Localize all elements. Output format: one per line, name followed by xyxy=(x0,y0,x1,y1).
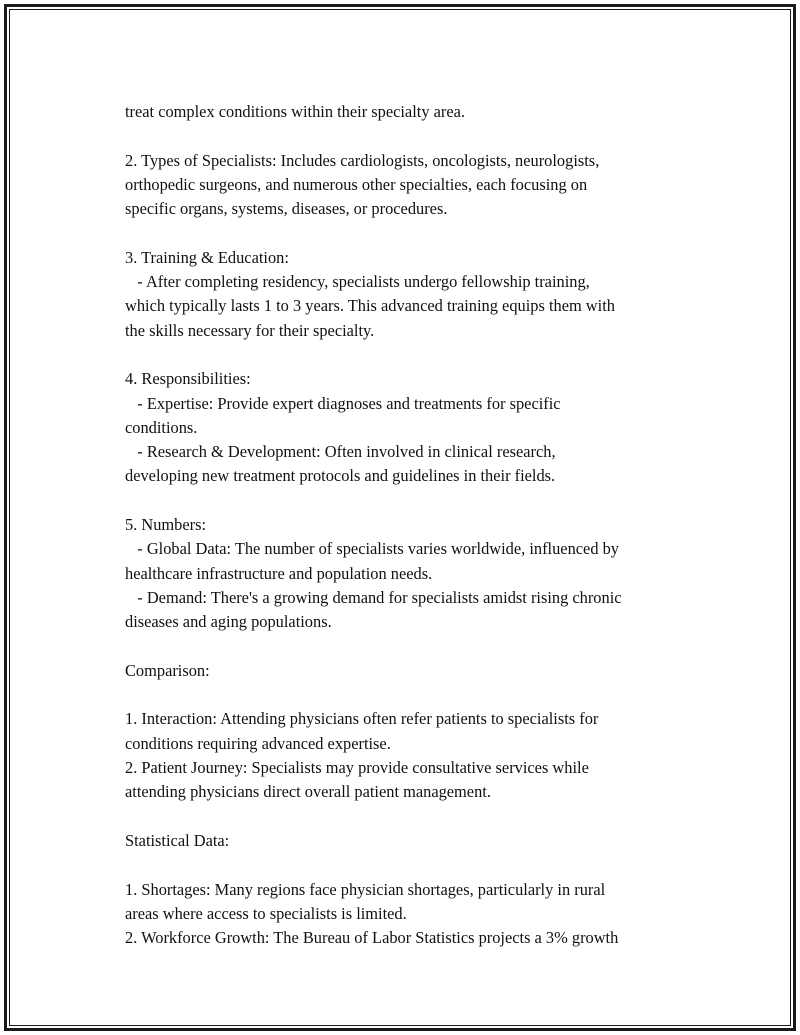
text-line xyxy=(125,683,695,707)
document-body xyxy=(125,100,695,950)
text-line: - After completing residency, specialists undergo fellowship training, xyxy=(125,272,590,292)
text-line: specific organs, systems, diseases, or procedures. xyxy=(125,199,448,219)
text-line: 3. Training & Education: xyxy=(125,247,289,267)
text-line: the skills necessary for their specialty. xyxy=(125,320,375,340)
text-line xyxy=(125,489,695,513)
text-line xyxy=(125,221,695,245)
text-line xyxy=(125,124,695,148)
text-line: orthopedic surgeons, and numerous other specialties, each focusing on xyxy=(125,174,588,194)
text-line: treat complex conditions within their specialty area. xyxy=(125,102,465,121)
text-line: - Demand: There's a growing demand for specialists amidst rising chronic xyxy=(125,587,622,607)
text-line xyxy=(125,805,695,829)
text-line xyxy=(125,343,695,367)
text-line: healthcare infrastructure and population needs. xyxy=(125,563,433,583)
text-line xyxy=(125,635,695,659)
page-frame xyxy=(4,4,796,1031)
text-line: areas where access to specialists is limited. xyxy=(125,903,407,923)
text-line: 2. Patient Journey: Specialists may provide consultative services while xyxy=(125,758,589,778)
text-line: which typically lasts 1 to 3 years. This advanced training equips them with xyxy=(125,296,615,316)
text-line: Comparison: xyxy=(125,660,210,680)
text-line: 2. Types of Specialists: Includes cardiologists, oncologists, neurologists, xyxy=(125,150,600,170)
text-line: 5. Numbers: xyxy=(125,515,207,535)
text-line: developing new treatment protocols and guidelines in their fields. xyxy=(125,466,556,486)
text-line: attending physicians direct overall patient management. xyxy=(125,782,491,802)
text-line: - Global Data: The number of specialists varies worldwide, influenced by xyxy=(125,539,620,559)
text-line: - Expertise: Provide expert diagnoses and treatments for specific xyxy=(125,393,561,413)
text-line: 1. Shortages: Many regions face physician shortages, particularly in rural xyxy=(125,879,606,899)
text-line: diseases and aging populations. xyxy=(125,612,332,632)
text-line: conditions requiring advanced expertise. xyxy=(125,733,391,753)
text-line: Statistical Data: xyxy=(125,830,230,850)
text-line: conditions. xyxy=(125,417,198,437)
text-line xyxy=(125,853,695,877)
text-line: 2. Workforce Growth: The Bureau of Labor Statistics projects a 3% growth xyxy=(125,928,619,948)
text-line: - Research & Development: Often involved in clinical research, xyxy=(125,442,556,462)
text-line: 4. Responsibilities: xyxy=(125,369,251,389)
text-line: 1. Interaction: Attending physicians often refer patients to specialists for xyxy=(125,709,599,729)
